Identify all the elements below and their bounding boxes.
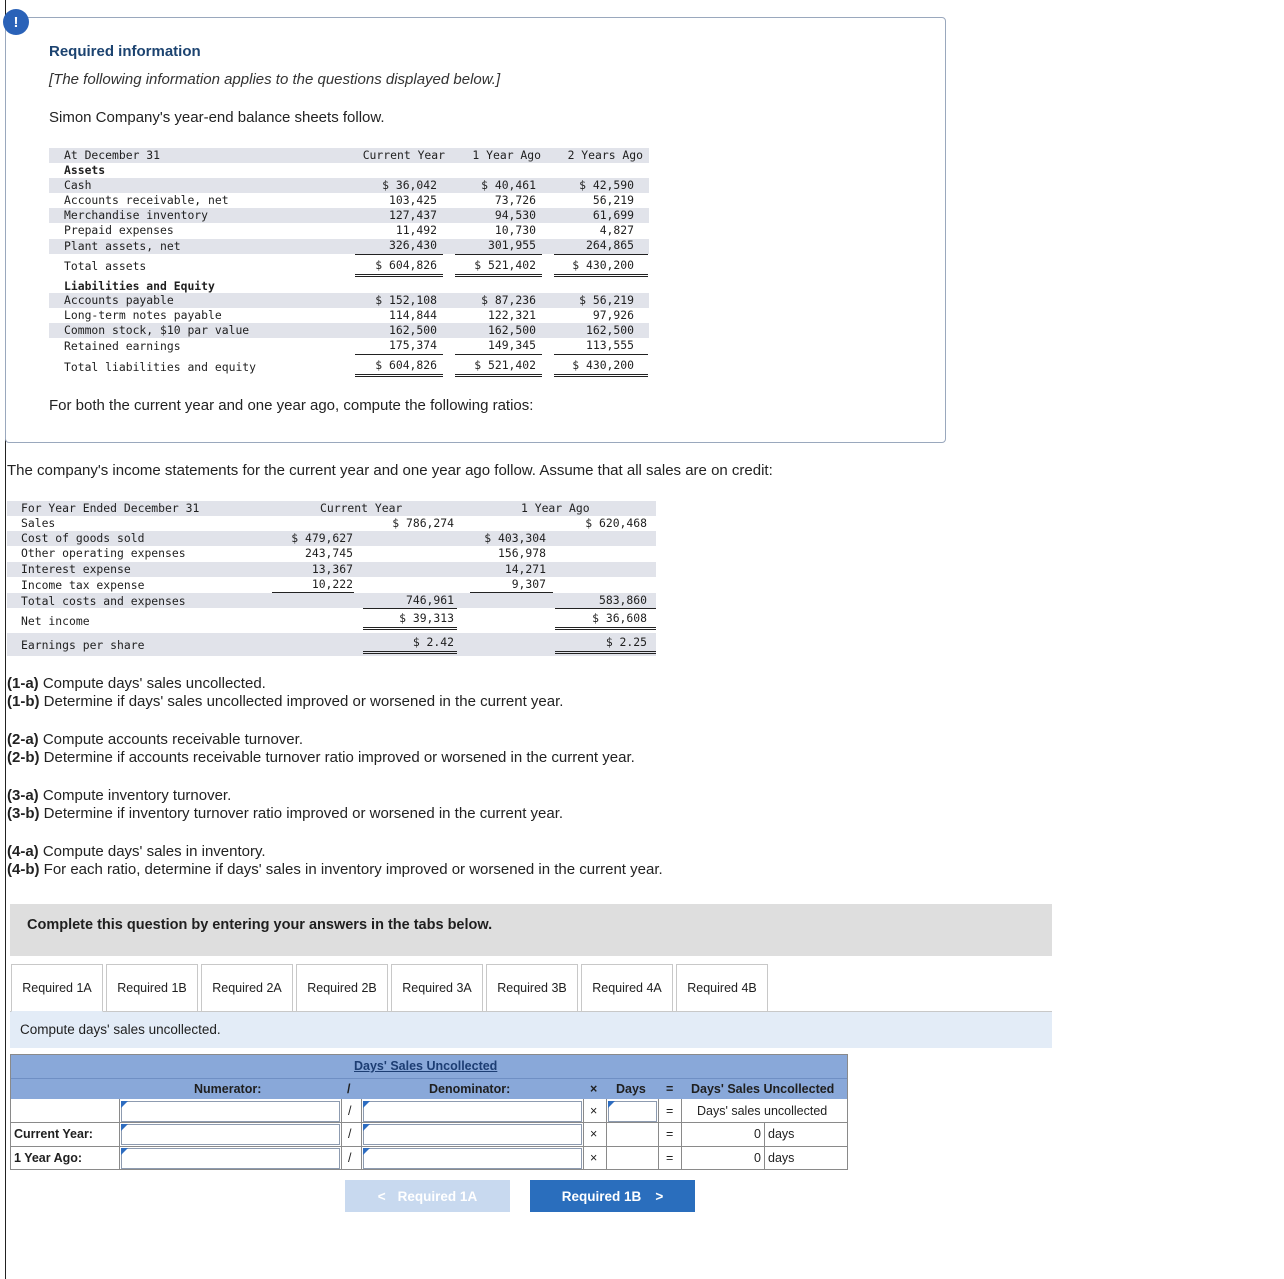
grid-col-line — [606, 1099, 607, 1169]
question-tag: (2-a) — [7, 731, 39, 748]
tab-required-3b[interactable]: Required 3B — [486, 964, 578, 1012]
divide-sign: / — [348, 1151, 352, 1165]
bs-row-label: Merchandise inventory — [64, 208, 209, 222]
is-cell: $ 479,627 — [291, 531, 353, 545]
is-cell: $ 39,313 — [399, 611, 454, 625]
next-button-label: Required 1B — [561, 1188, 642, 1204]
tab-required-1b[interactable]: Required 1B — [106, 964, 198, 1012]
question-tag: (3-a) — [7, 787, 39, 804]
grid-col-line — [764, 1123, 765, 1169]
times-header: × — [590, 1082, 598, 1096]
tab-required-3a[interactable]: Required 3A — [391, 964, 483, 1012]
is-row-label: Cost of goods sold — [21, 531, 145, 545]
bs-cell: 97,926 — [592, 308, 634, 322]
bs-cell: 113,555 — [585, 338, 634, 352]
grid-col-line — [119, 1099, 120, 1169]
question-2a — [7, 731, 303, 749]
bs-cell: 122,321 — [487, 308, 536, 322]
grid-col-line — [583, 1099, 584, 1169]
tab-required-1a[interactable]: Required 1A — [11, 964, 103, 1012]
bs-cell: $ 430,200 — [572, 358, 634, 372]
question-text: Determine if inventory turnover ratio improved or worsened in the current year. — [39, 805, 564, 822]
days-input-row0[interactable] — [608, 1101, 657, 1122]
tab-panel-prompt — [10, 1012, 1052, 1048]
one-year-ago-label: 1 Year Ago: — [14, 1151, 83, 1165]
bs-cell: 326,430 — [388, 238, 437, 252]
rule — [355, 254, 443, 255]
bs-row-label: Accounts receivable, net — [64, 193, 229, 207]
bs-cell: 56,219 — [592, 193, 634, 207]
required-info-heading: Required information — [49, 43, 201, 60]
grid-col-line — [361, 1099, 362, 1169]
current-year-result-value: 0 — [754, 1127, 761, 1141]
rule — [555, 608, 656, 609]
rule — [555, 651, 656, 652]
tab-required-2a[interactable]: Required 2A — [201, 964, 293, 1012]
is-header-prior: 1 Year Ago — [521, 501, 590, 515]
question-3a — [7, 787, 231, 805]
equals-sign: = — [666, 1127, 674, 1141]
equals-sign: = — [666, 1104, 674, 1118]
equals-sign: = — [666, 1151, 674, 1165]
grid-col-line — [341, 1099, 342, 1169]
rule — [554, 374, 648, 375]
bs-row-label: Retained earnings — [64, 339, 181, 353]
input-flag-icon — [363, 1124, 370, 1131]
liabilities-heading: Liabilities and Equity — [64, 279, 215, 293]
question-1b — [7, 693, 563, 711]
chevron-right-icon: > — [655, 1188, 664, 1204]
bs-cell: 162,500 — [487, 323, 536, 337]
bs-cell: 11,492 — [395, 223, 437, 237]
is-cell: 243,745 — [304, 546, 353, 560]
result-label: Days' sales uncollected — [697, 1104, 828, 1118]
bs-cell: $ 604,826 — [375, 258, 437, 272]
input-flag-icon — [608, 1101, 615, 1108]
rule — [355, 374, 443, 375]
denominator-input-row0[interactable] — [363, 1101, 582, 1122]
is-cell: $ 2.25 — [605, 635, 647, 649]
is-cell: 14,271 — [504, 562, 546, 576]
bs-cell: $ 521,402 — [474, 358, 536, 372]
bs-cell: 162,500 — [388, 323, 437, 337]
rule — [555, 629, 656, 630]
is-cell: 746,961 — [405, 593, 454, 607]
rule — [455, 354, 542, 355]
question-text: Compute accounts receivable turnover. — [38, 731, 303, 748]
exclamation-icon: ! — [3, 9, 29, 35]
bs-header-label: At December 31 — [64, 148, 161, 162]
rule — [355, 354, 443, 355]
bs-row-label: Plant assets, net — [64, 239, 181, 253]
divide-header: / — [347, 1082, 351, 1096]
current-year-label: Current Year: — [14, 1127, 93, 1141]
tab-required-4b[interactable]: Required 4B — [676, 964, 768, 1012]
rule — [363, 651, 457, 652]
bs-header-1yr: 1 Year Ago — [472, 148, 541, 162]
is-cell: $ 36,608 — [592, 611, 647, 625]
bs-cell: 149,345 — [487, 338, 536, 352]
question-4a — [7, 843, 266, 861]
previous-button-label: Required 1A — [397, 1188, 478, 1204]
question-tag: (4-a) — [7, 843, 39, 860]
is-row-label: Total costs and expenses — [21, 594, 186, 608]
question-4b — [7, 861, 663, 879]
bs-cell: $ 36,042 — [382, 178, 437, 192]
bs-cell: $ 40,461 — [481, 178, 536, 192]
rule — [455, 254, 542, 255]
bs-row-label: Prepaid expenses — [64, 223, 174, 237]
bs-cell: 175,374 — [388, 338, 437, 352]
question-1a — [7, 675, 266, 693]
input-flag-icon — [121, 1148, 128, 1155]
bs-cell: $ 42,590 — [579, 178, 634, 192]
times-sign: × — [590, 1104, 598, 1118]
grid-col-line — [658, 1099, 659, 1169]
is-cell: $ 786,274 — [392, 516, 454, 530]
question-tag: (4-b) — [7, 861, 40, 878]
bs-row-label: Long-term notes payable — [64, 308, 222, 322]
balance-sheet-intro: Simon Company's year-end balance sheets follow. — [49, 109, 385, 126]
is-cell: $ 620,468 — [585, 516, 647, 530]
current-year-result-unit: days — [768, 1127, 795, 1141]
total-liabilities-label: Total liabilities and equity — [64, 360, 257, 374]
chevron-left-icon: < — [377, 1188, 386, 1204]
denominator-input-current[interactable] — [363, 1124, 582, 1145]
bs-cell: 4,827 — [599, 223, 634, 237]
numerator-input-current[interactable] — [121, 1124, 340, 1145]
question-text: Compute days' sales uncollected. — [38, 675, 266, 692]
input-flag-icon — [121, 1124, 128, 1131]
previous-button[interactable] — [345, 1180, 510, 1212]
question-text: For each ratio, determine if days' sales in inventory improved or worsened in the current year. — [39, 861, 663, 878]
bs-row-label: Accounts payable — [64, 293, 174, 307]
denominator-input-prior[interactable] — [363, 1148, 582, 1169]
rule — [363, 653, 457, 654]
bs-cell: 61,699 — [592, 208, 634, 222]
result-header: Days' Sales Uncollected — [691, 1082, 835, 1096]
bs-cell: $ 521,402 — [474, 258, 536, 272]
bs-cell: 73,726 — [494, 193, 536, 207]
bs-row-label: Cash — [64, 178, 92, 192]
is-row-label: Income tax expense — [21, 578, 145, 592]
question-tag: (3-b) — [7, 805, 40, 822]
is-row-label: Net income — [21, 614, 90, 628]
question-tag: (2-b) — [7, 749, 40, 766]
bs-header-current: Current Year — [362, 148, 445, 162]
is-cell: 9,307 — [511, 577, 546, 591]
is-row-label: Other operating expenses — [21, 546, 186, 560]
next-button[interactable] — [530, 1180, 695, 1212]
total-assets-label: Total assets — [64, 259, 147, 273]
rule — [455, 374, 542, 375]
complete-question-banner — [10, 904, 1052, 956]
question-3b — [7, 805, 563, 823]
rule — [554, 254, 648, 255]
rule — [555, 653, 656, 654]
question-text: Compute inventory turnover. — [38, 787, 232, 804]
rule — [554, 276, 648, 277]
bs-cell: 94,530 — [494, 208, 536, 222]
bs-cell: 127,437 — [388, 208, 437, 222]
is-cell: 156,978 — [497, 546, 546, 560]
numerator-header: Numerator: — [194, 1082, 262, 1096]
divide-sign: / — [348, 1127, 352, 1141]
question-2b — [7, 749, 635, 767]
bs-cell: $ 56,219 — [579, 293, 634, 307]
complete-question-text: Complete this question by entering your answers in the tabs below. — [27, 917, 493, 933]
is-cell: 13,367 — [311, 562, 353, 576]
equals-header: = — [666, 1082, 674, 1096]
rule — [455, 376, 542, 377]
rule — [455, 276, 542, 277]
numerator-input-prior[interactable] — [121, 1148, 340, 1169]
rule — [554, 354, 648, 355]
bs-cell: $ 152,108 — [375, 293, 437, 307]
rule — [355, 376, 443, 377]
input-flag-icon — [363, 1101, 370, 1108]
numerator-input-row0[interactable] — [121, 1101, 340, 1122]
bs-cell: $ 430,200 — [572, 258, 634, 272]
divide-sign: / — [348, 1104, 352, 1118]
rule — [355, 276, 443, 277]
rule — [555, 627, 656, 628]
rule — [554, 376, 648, 377]
bs-cell: 114,844 — [388, 308, 437, 322]
is-row-label: Sales — [21, 516, 56, 530]
days-sales-uncollected-grid — [10, 1054, 848, 1170]
prior-year-result-value: 0 — [754, 1151, 761, 1165]
input-flag-icon — [121, 1101, 128, 1108]
question-text: Compute days' sales in inventory. — [38, 843, 266, 860]
rule — [355, 274, 443, 275]
is-row-label: Earnings per share — [21, 638, 145, 652]
times-sign: × — [590, 1151, 598, 1165]
grid-title: Days' Sales Uncollected — [354, 1059, 498, 1073]
applies-note: [The following information applies to the questions displayed below.] — [49, 71, 501, 88]
rule — [272, 592, 354, 593]
is-header-current: Current Year — [320, 501, 403, 515]
is-cell: $ 2.42 — [412, 635, 454, 649]
question-text: Determine if days' sales uncollected improved or worsened in the current year. — [39, 693, 564, 710]
is-cell: $ 403,304 — [484, 531, 546, 545]
bs-header-2yr: 2 Years Ago — [567, 148, 643, 162]
grid-row-line — [11, 1146, 847, 1147]
ratios-instruction: For both the current year and one year ago, compute the following ratios: — [49, 397, 534, 414]
rule — [363, 629, 457, 630]
is-header-label: For Year Ended December 31 — [21, 501, 200, 515]
panel-prompt-text: Compute days' sales uncollected. — [20, 1022, 221, 1037]
rule — [363, 608, 457, 609]
question-tag: (1-a) — [7, 675, 39, 692]
bs-cell: 301,955 — [487, 238, 536, 252]
bs-cell: 10,730 — [494, 223, 536, 237]
bs-cell: 162,500 — [585, 323, 634, 337]
is-cell: 583,860 — [598, 593, 647, 607]
days-header: Days — [616, 1082, 646, 1096]
rule — [470, 592, 553, 593]
is-cell: 10,222 — [311, 577, 353, 591]
input-flag-icon — [363, 1148, 370, 1155]
rule — [455, 274, 542, 275]
income-statement-intro: The company's income statements for the current year and one year ago follow. Assume that all sales are on credit: — [7, 462, 773, 479]
rule — [363, 627, 457, 628]
is-row-label: Interest expense — [21, 562, 131, 576]
question-tag: (1-b) — [7, 693, 40, 710]
grid-row-line — [11, 1122, 847, 1123]
rule — [554, 274, 648, 275]
grid-col-line — [681, 1099, 682, 1169]
bs-cell: 103,425 — [388, 193, 437, 207]
bs-cell: $ 87,236 — [481, 293, 536, 307]
bs-cell: $ 604,826 — [375, 358, 437, 372]
assets-heading: Assets — [64, 163, 106, 177]
question-text: Determine if accounts receivable turnover ratio improved or worsened in the current year. — [39, 749, 635, 766]
denominator-header: Denominator: — [429, 1082, 511, 1096]
times-sign: × — [590, 1127, 598, 1141]
tab-required-2b[interactable]: Required 2B — [296, 964, 388, 1012]
bs-row-label: Common stock, $10 par value — [64, 323, 250, 337]
bs-cell: 264,865 — [585, 238, 634, 252]
tab-required-4a[interactable]: Required 4A — [581, 964, 673, 1012]
prior-year-result-unit: days — [768, 1151, 795, 1165]
